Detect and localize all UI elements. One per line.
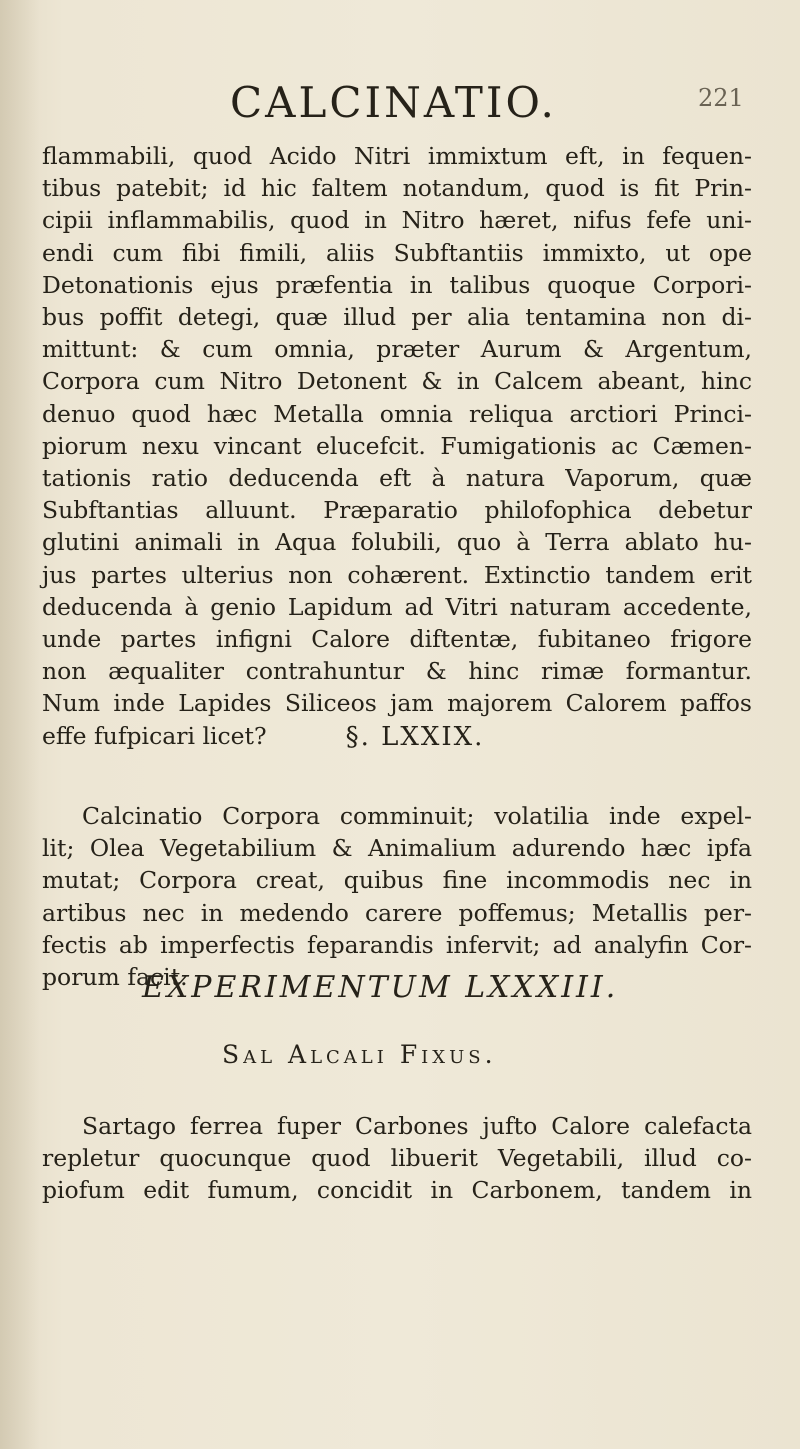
section-number: §. LXXIX. — [345, 722, 485, 752]
paragraph-3 — [42, 1110, 752, 1207]
text-line: mutat; Corpora creat, quibus fine incommodis nec in — [42, 866, 752, 895]
text-line: artibus nec in medendo carere poffemus; Metallis per- — [42, 898, 752, 927]
text-line: cipii inflammabilis, quod in Nitro hæret, nifus fefe uni- — [42, 206, 752, 235]
paragraph-1 — [42, 140, 752, 752]
text-line: glutini animali in Aqua folubili, quo à Terra ablato hu- — [42, 528, 752, 557]
page-number: 221 — [698, 84, 744, 112]
text-line: Sartago ferrea fuper Carbones jufto Calore calefacta — [82, 1112, 752, 1140]
text-line: Subftantias alluunt. Præparatio philofophica debetur — [42, 496, 752, 525]
text-line: mittunt: & cum omnia, præter Aurum & Argentum, — [42, 335, 752, 364]
text-line: tationis ratio deducenda eft à natura Vaporum, quæ — [42, 464, 752, 493]
text-line: non æqualiter contrahuntur & hinc rimæ formantur. — [42, 657, 752, 686]
text-line: Num inde Lapides Siliceos jam majorem Calorem paffos — [42, 689, 752, 718]
text-line: repletur quocunque quod libuerit Vegetabili, illud co- — [42, 1144, 752, 1173]
text-line: denuo quod hæc Metalla omnia reliqua arctiori Princi- — [42, 399, 752, 428]
running-head — [0, 78, 800, 128]
text-line: jus partes ulterius non cohærent. Extinctio tandem erit — [42, 560, 752, 589]
text-line: flammabili, quod Acido Nitri immixtum eft, in fequen- — [42, 142, 752, 170]
page-title: CALCINATIO. — [230, 78, 557, 127]
text-line: endi cum fibi fimili, aliis Subftantiis immixto, ut ope — [42, 238, 752, 267]
text-line: Detonationis ejus præfentia in talibus quoque Corpori- — [42, 270, 752, 299]
text-line: porum facit. — [42, 963, 188, 992]
text-line: lit; Olea Vegetabilium & Animalium adurendo hæc ipfa — [42, 834, 752, 863]
experiment-heading: EXPERIMENTUM LXXXIII. — [142, 970, 619, 1005]
experiment-subheading: Sal Alcali Fixus. — [222, 1040, 497, 1069]
text-line: Calcinatio Corpora comminuit; volatilia inde expel- — [82, 802, 752, 830]
text-line: effe fufpicari licet? — [42, 721, 267, 750]
text-line: unde partes infigni Calore diftentæ, fubitaneo frigore — [42, 625, 752, 654]
text-line: piorum nexu vincant elucefcit. Fumigationis ac Cæmen- — [42, 431, 752, 460]
text-line: Corpora cum Nitro Detonent & in Calcem abeant, hinc — [42, 367, 752, 396]
text-line: piofum edit fumum, concidit in Carbonem, tandem in — [42, 1176, 752, 1205]
text-line: deducenda à genio Lapidum ad Vitri naturam accedente, — [42, 592, 752, 621]
text-line: bus poffit detegi, quæ illud per alia tentamina non di- — [42, 303, 752, 332]
paragraph-2 — [42, 800, 752, 993]
text-line: fectis ab imperfectis feparandis infervit; ad analyfin Cor- — [42, 930, 752, 959]
text-line: tibus patebit; id hic faltem notandum, quod is fit Prin- — [42, 174, 752, 203]
